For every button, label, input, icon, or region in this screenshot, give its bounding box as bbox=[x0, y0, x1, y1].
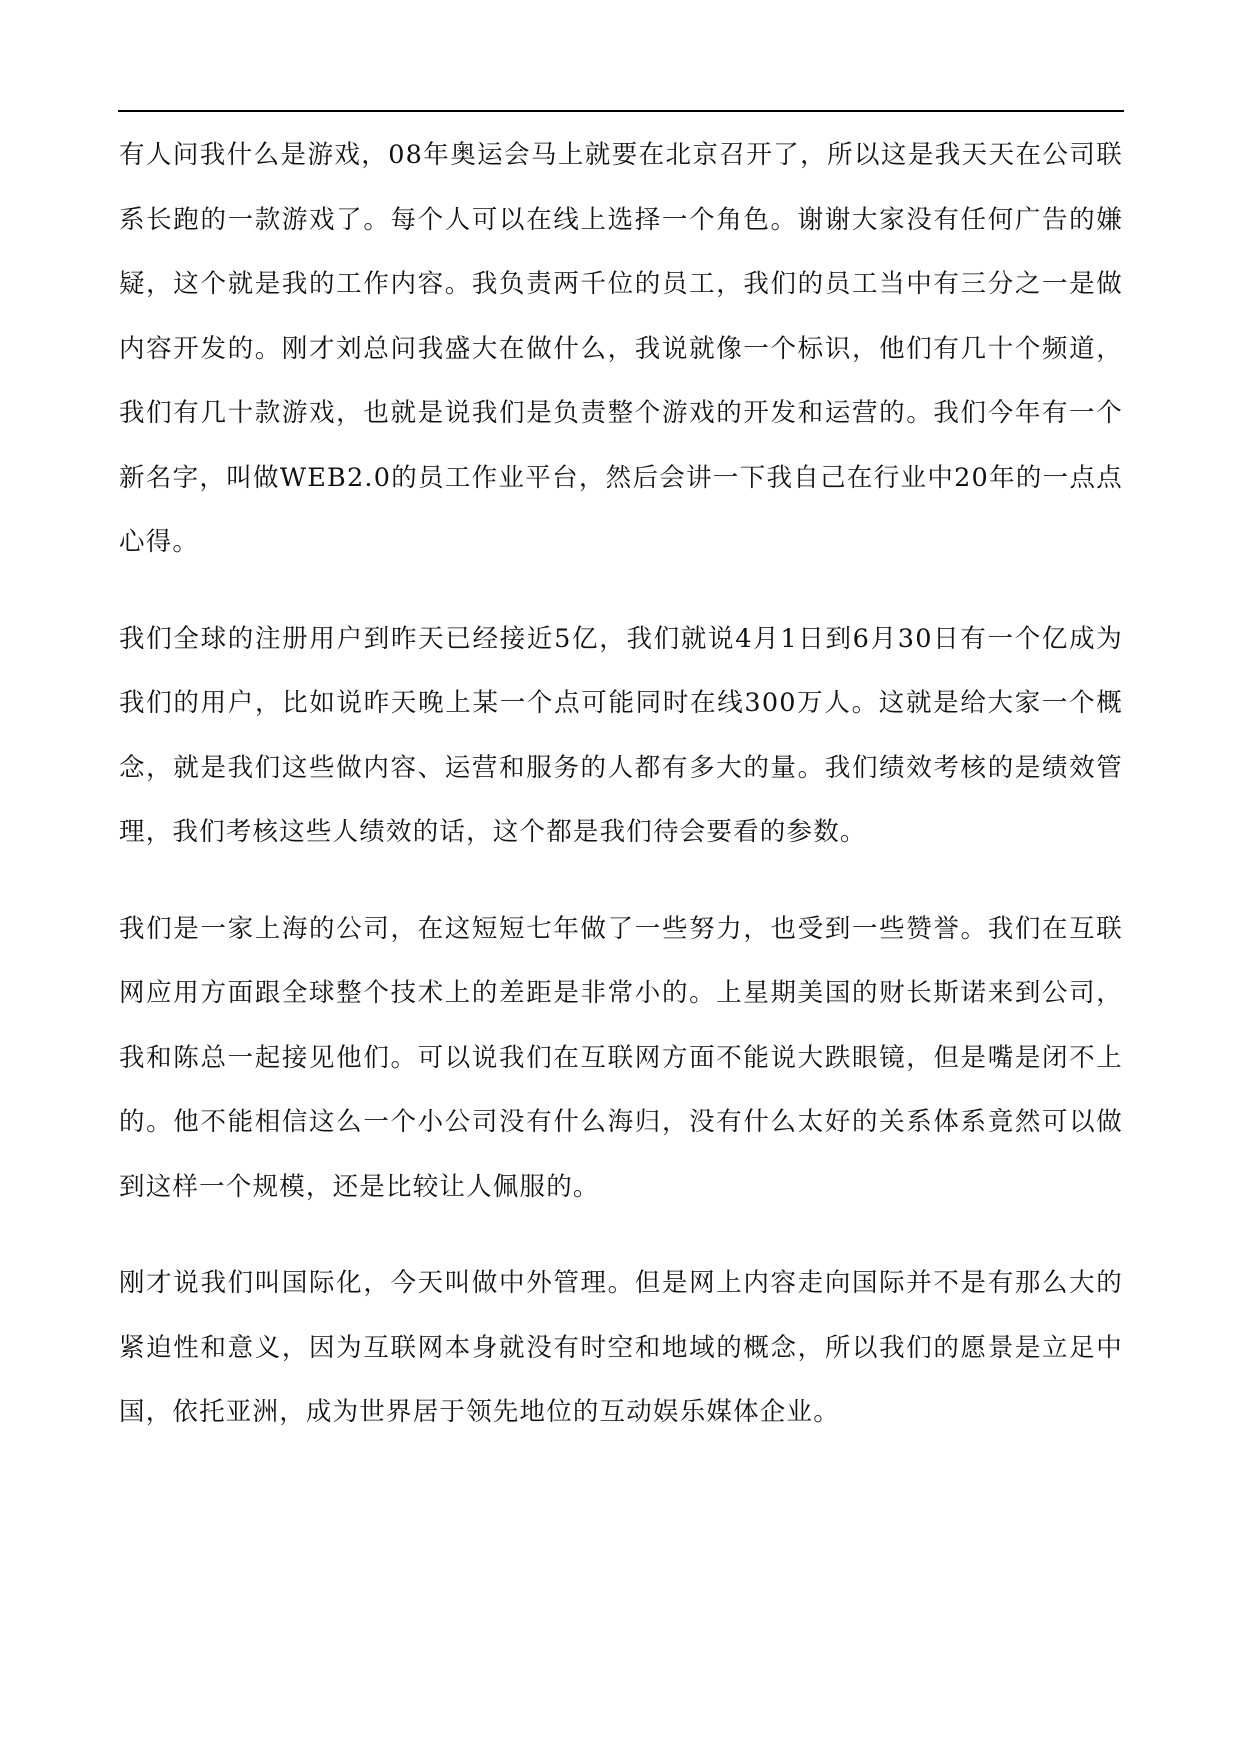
paragraph: 刚才说我们叫国际化，今天叫做中外管理。但是网上内容走向国际并不是有那么大的紧迫性和意义，因为互联网本身就没有时空和地域的概念，所以我们的愿景是立足中国，依托亚洲，成为世界居于领先地位的互动娱乐媒体企业。 bbox=[119, 1268, 1123, 1427]
document-body bbox=[119, 123, 1123, 1477]
paragraph: 我们全球的注册用户到昨天已经接近5亿，我们就说4月1日到6月30日有一个亿成为我们的用户，比如说昨天晚上某一个点可能同时在线300万人。这就是给大家一个概念，就是我们这些做内容、运营和服务的人都有多大的量。我们绩效考核的是绩效管理，我们考核这些人绩效的话，这个都是我们待会要看的参数。 bbox=[119, 623, 1123, 847]
paragraph: 有人问我什么是游戏，08年奥运会马上就要在北京召开了，所以这是我天天在公司联系长跑的一款游戏了。每个人可以在线上选择一个角色。谢谢大家没有任何广告的嫌疑，这个就是我的工作内容。我负责两千位的员工，我们的员工当中有三分之一是做内容开发的。刚才刘总问我盛大在做什么，我说就像一个标识，他们有几十个频道，我们有几十款游戏，也就是说我们是负责整个游戏的开发和运营的。我们今年有一个新名字，叫做WEB2.0的员工作业平台，然后会讲一下我自己在行业中20年的一点点心得。 bbox=[119, 140, 1123, 557]
header-rule bbox=[118, 110, 1124, 112]
paragraph: 我们是一家上海的公司，在这短短七年做了一些努力，也受到一些赞誉。我们在互联网应用方面跟全球整个技术上的差距是非常小的。上星期美国的财长斯诺来到公司，我和陈总一起接见他们。可以说我们在互联网方面不能说大跌眼镜，但是嘴是闭不上的。他不能相信这么一个小公司没有什么海归，没有什么太好的关系体系竟然可以做到这样一个规模，还是比较让人佩服的。 bbox=[119, 913, 1123, 1202]
